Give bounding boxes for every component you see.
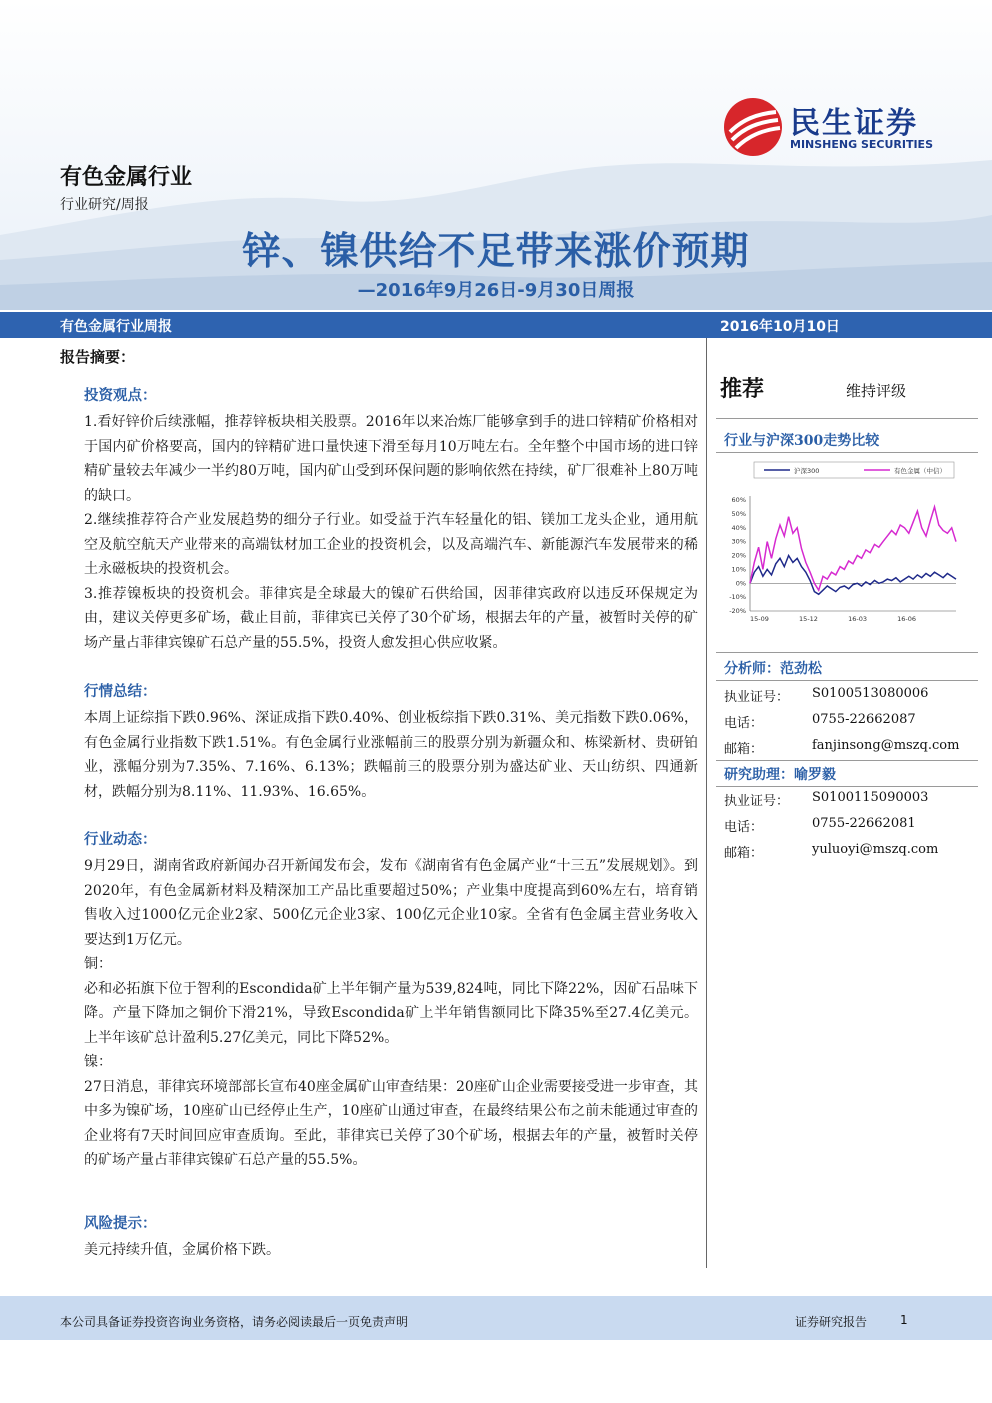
analyst-phone-label: 电话：	[724, 716, 764, 731]
rating-maintain: 维持评级	[846, 382, 907, 400]
paragraph: 27日消息，菲律宾环境部部长宣布40座金属矿山审查结果：20座矿山企业需要接受进一步审查，其中多为镍矿场，10座矿山已经停止生产，10座矿山通过审查，在最终结果公布之前未能通过审查的企业将有7天时间回应审查质询。至此，菲律宾已关停了30个矿场，根据去年的产量，被暂时关停的矿场产量占菲律宾镍矿石总产量的55.5%。	[84, 1078, 698, 1168]
band-report-name: 有色金属行业周报	[60, 319, 172, 335]
assistant-email[interactable]: yuluoyi@mszq.com	[812, 842, 939, 857]
legend-label-1: 有色金属（中信）	[894, 467, 946, 475]
divider	[716, 452, 978, 453]
chart-heading: 行业与沪深300走势比较	[724, 433, 880, 449]
divider	[716, 680, 978, 681]
y-tick-label: -10%	[729, 593, 746, 602]
x-tick-label: 15-09	[750, 615, 769, 623]
divider	[716, 786, 978, 787]
x-tick-label: 15-12	[799, 615, 818, 623]
series-line-0	[750, 556, 956, 595]
assistant-phone-label: 电话：	[724, 820, 764, 835]
analyst-heading: 分析师：范劲松	[724, 661, 822, 677]
section-heading-investment-view: 投资观点：	[84, 387, 157, 404]
y-tick-label: 30%	[731, 537, 746, 546]
industry-label: 有色金属行业	[60, 165, 193, 190]
minsheng-logo-icon	[722, 96, 784, 158]
paragraph: 3.推荐镍板块的投资机会。菲律宾是全球最大的镍矿石供给国，因菲律宾政府以违反环保规定为由，建议关停更多矿场，截止目前，菲律宾已关停了30个矿场，根据去年的产量，被暂时关停的矿场产量占菲律宾镍矿石总产量的55.5%，投资人愈发担心供应收紧。	[84, 585, 698, 651]
y-tick-label: -20%	[729, 607, 746, 615]
divider	[716, 760, 978, 761]
page-number: 1	[900, 1313, 908, 1327]
legend-label-0: 沪深300	[794, 467, 820, 475]
analyst-email-label: 邮箱：	[724, 742, 764, 757]
section-heading-risk: 风险提示：	[84, 1215, 157, 1232]
divider	[716, 652, 978, 653]
x-tick-label: 16-06	[897, 615, 917, 623]
y-tick-label: 10%	[731, 565, 746, 574]
assistant-heading: 研究助理：喻罗毅	[724, 767, 836, 783]
paragraph: 必和必拓旗下位于智利的Escondida矿上半年铜产量为539,824吨，同比下降22%，因矿石品味下降。产量下降加之铜价下滑21%，导致Escondida矿上半年销售额同比下降35%至27.4亿美元。上半年该矿总计盈利5.27亿美元，同比下降52%。	[84, 980, 698, 1046]
report-title: 锌、镍供给不足带来涨价预期	[242, 229, 750, 273]
paragraph-copper-label: 铜：	[84, 956, 112, 972]
column-divider	[706, 338, 707, 1268]
footer-report-type: 证券研究报告	[795, 1315, 868, 1329]
paragraph: 美元持续升值，金属价格下跌。	[84, 1242, 280, 1258]
assistant-email-label: 邮箱：	[724, 846, 764, 861]
band-date: 2016年10月10日	[720, 319, 840, 335]
section-heading-market-summary: 行情总结：	[84, 683, 157, 700]
report-subtitle: —2016年9月26日-9月30日周报	[357, 280, 635, 301]
y-tick-label: 0%	[735, 579, 746, 588]
footer-disclaimer: 本公司具备证券投资咨询业务资格，请务必阅读最后一页免责声明	[60, 1315, 409, 1329]
assistant-cert: S0100115090003	[812, 790, 929, 805]
paragraph: 2.继续推荐符合产业发展趋势的细分子行业。如受益于汽车轻量化的铝、镁加工龙头企业，通用航空及航空航天产业带来的高端钛材加工企业的投资机会，以及高端汽车、新能源汽车发展带来的稀土永磁板块的投资机会。	[84, 512, 698, 577]
y-tick-label: 60%	[731, 496, 746, 504]
y-tick-label: 20%	[731, 551, 746, 560]
series-line-1	[750, 507, 956, 590]
section-heading-industry-news: 行业动态：	[84, 831, 157, 848]
investment-view-body	[84, 410, 698, 655]
y-tick-label: 50%	[731, 509, 746, 518]
assistant-cert-label: 执业证号：	[724, 794, 790, 809]
market-summary-body	[84, 706, 698, 804]
analyst-cert: S0100513080006	[812, 686, 929, 701]
industry-news-body	[84, 854, 698, 1173]
analyst-email[interactable]: fanjinsong@mszq.com	[812, 738, 960, 753]
paragraph-nickel-label: 镍：	[84, 1054, 112, 1070]
paragraph: 1.看好锌价后续涨幅，推荐锌板块相关股票。2016年以来冶炼厂能够拿到手的进口锌精矿价格相对于国内矿价格要高，国内的锌精矿进口量快速下滑至每月10万吨左右。全年整个中国市场的进口锌精矿量较去年减少一半约80万吨，国内矿山受到环保问题的影响依然在持续，矿厂很难补上80万吨的缺口。	[84, 414, 698, 504]
summary-heading: 报告摘要：	[60, 348, 136, 366]
report-type-label: 行业研究/周报	[60, 197, 149, 213]
rating-recommend: 推荐	[720, 377, 765, 402]
assistant-phone: 0755-22662081	[812, 816, 916, 831]
x-tick-label: 16-03	[848, 615, 867, 623]
risk-body	[84, 1238, 698, 1263]
logo-cn-text: 民生证券	[790, 106, 918, 141]
y-tick-label: 40%	[731, 523, 746, 532]
logo-en-text: MINSHENG SECURITIES	[790, 138, 933, 151]
paragraph: 9月29日，湖南省政府新闻办召开新闻发布会，发布《湖南省有色金属产业“十三五”发展规划》。到2020年，有色金属新材料及精深加工产品比重要超过50%；产业集中度提高到60%左右，培育销售收入过1000亿元企业2家、500亿元企业3家、100亿元企业10家。全省有色金属主营业务收入要达到1万亿元。	[84, 858, 698, 948]
performance-chart	[724, 456, 986, 626]
paragraph: 本周上证综指下跌0.96%、深证成指下跌0.40%、创业板综指下跌0.31%、美元指数下跌0.06%，有色金属行业指数下跌1.51%。有色金属行业涨幅前三的股票分别为新疆众和、栋梁新材、贵研铂业，涨幅分别为7.35%、7.16%、6.13%；跌幅前三的股票分别为盛达矿业、天山纺织、四通新材，跌幅分别为8.11%、11.93%、16.65%。	[84, 710, 698, 800]
divider	[716, 418, 978, 419]
analyst-phone: 0755-22662087	[812, 712, 916, 727]
analyst-cert-label: 执业证号：	[724, 690, 790, 705]
